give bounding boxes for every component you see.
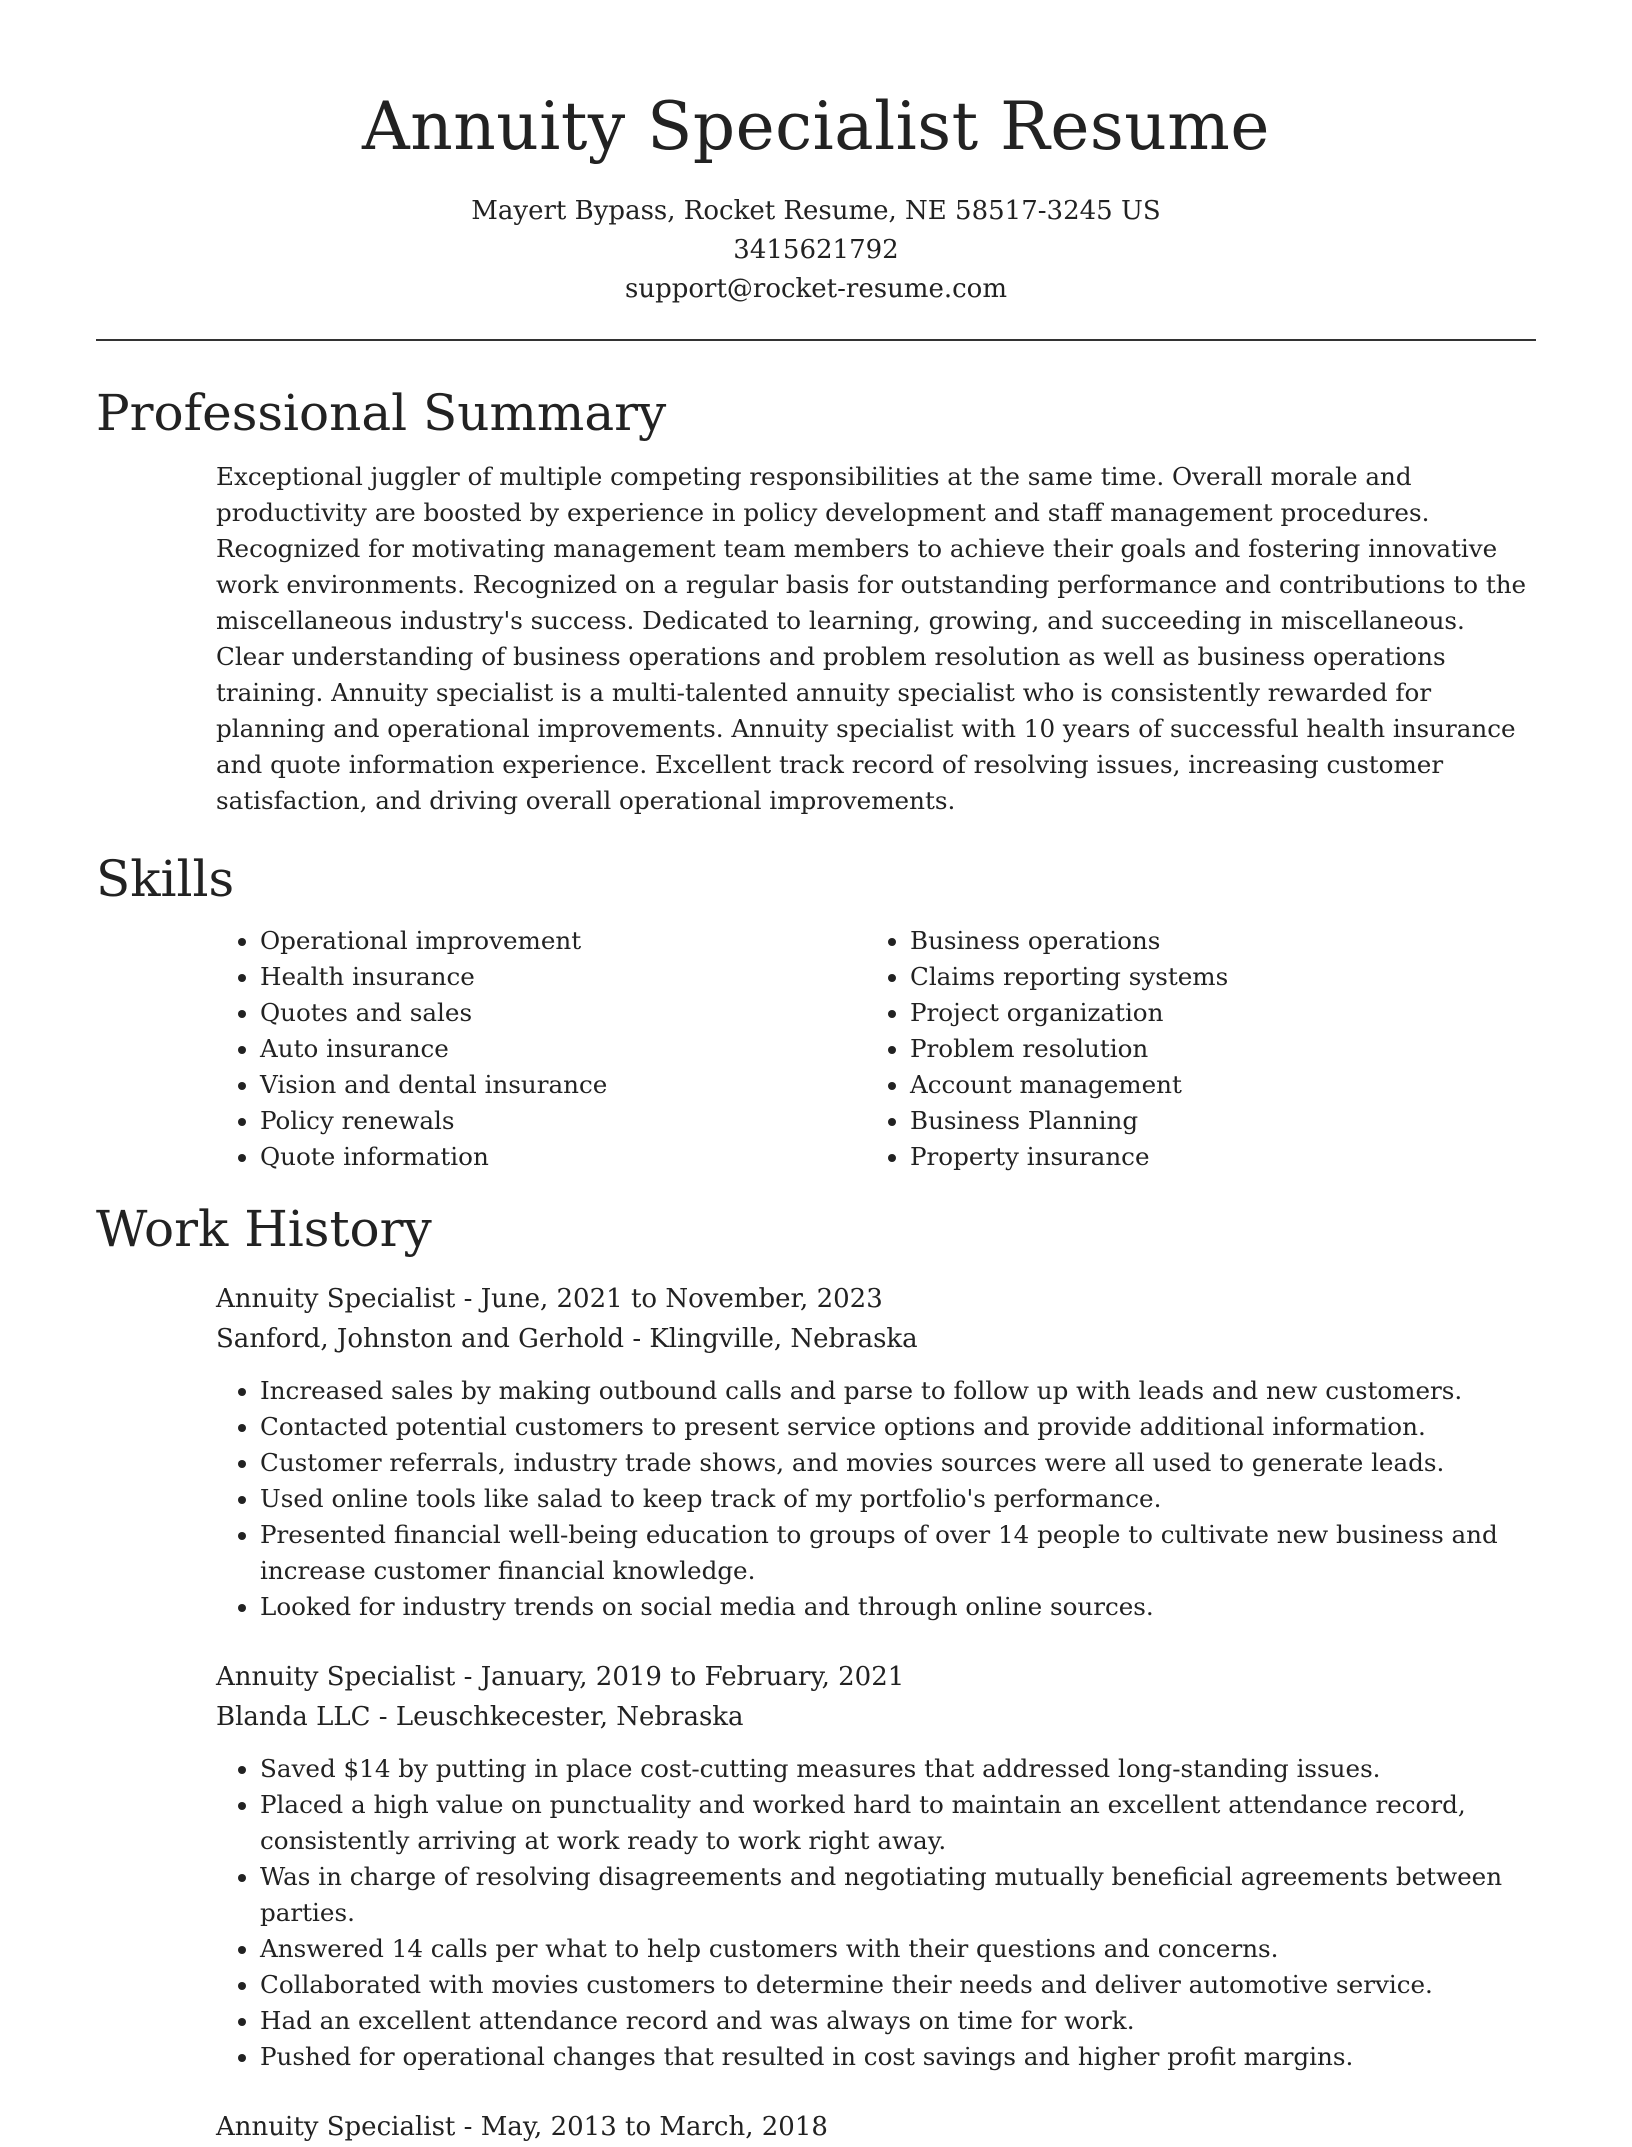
skills-heading: Skills bbox=[96, 850, 235, 908]
job-bullet: • Contacted potential customers to present service options and provide additional information. bbox=[260, 1409, 1536, 1445]
job-dates: - June, 2021 to November, 2023 bbox=[455, 1284, 883, 1314]
job-bullets bbox=[216, 1373, 1536, 1625]
job-bullet: • Increased sales by making outbound calls and parse to follow up with leads and new customers. bbox=[260, 1373, 1536, 1409]
job-bullet: • Was in charge of resolving disagreements and negotiating mutually beneficial agreements between parties. bbox=[260, 1859, 1536, 1931]
job-bullet: • Answered 14 calls per what to help customers with their questions and concerns. bbox=[260, 1931, 1536, 1967]
job-title: Annuity Specialist bbox=[216, 1662, 456, 1692]
job-title-line bbox=[216, 2107, 1536, 2147]
skill-item: • Health insurance bbox=[260, 959, 866, 995]
job-entry bbox=[216, 1279, 1536, 1625]
job-bullet: • Pushed for operational changes that resulted in cost savings and higher profit margins. bbox=[260, 2039, 1536, 2075]
skills-list-left bbox=[216, 923, 866, 1175]
job-bullet: • Placed a high value on punctuality and worked hard to maintain an excellent attendance record, consistently arriving at work ready to work right away. bbox=[260, 1787, 1536, 1859]
skill-item: • Quotes and sales bbox=[260, 995, 866, 1031]
job-title: Annuity Specialist bbox=[216, 1284, 456, 1314]
summary-heading: Professional Summary bbox=[96, 384, 667, 442]
job-bullet: • Customer referrals, industry trade shows, and movies sources were all used to generate leads. bbox=[260, 1445, 1536, 1481]
job-bullet: • Saved $14 by putting in place cost-cutting measures that addressed long-standing issues. bbox=[260, 1751, 1536, 1787]
skill-item: • Business operations bbox=[910, 923, 1510, 959]
resume-title: Annuity Specialist Resume bbox=[362, 88, 1270, 165]
job-dates: - January, 2019 to February, 2021 bbox=[455, 1662, 905, 1692]
skill-item: • Auto insurance bbox=[260, 1031, 866, 1067]
skill-item: • Policy renewals bbox=[260, 1103, 866, 1139]
job-company-line bbox=[216, 1697, 1536, 1737]
skills-list-right bbox=[866, 923, 1510, 1175]
skill-item: • Project organization bbox=[910, 995, 1510, 1031]
job-bullet: • Used online tools like salad to keep track of my portfolio's performance. bbox=[260, 1481, 1536, 1517]
job-company: Sanford, Johnston and Gerhold bbox=[216, 1324, 625, 1354]
job-title: Annuity Specialist bbox=[216, 2112, 456, 2142]
summary-text: Exceptional juggler of multiple competing responsibilities at the same time. Overall morale and productivity are boosted by experience in policy development and staff management procedures. Recognized for motivating management team members to achieve their goals and fostering innovative work environments. Recognized on a regular basis for outstanding performance and contributions to the miscellaneous industry's success. Dedicated to learning, growing, and succeeding in miscellaneous. Clear understanding of business operations and problem resolution as well as business operations training. Annuity specialist is a multi-talented annuity specialist who is consistently rewarded for planning and operational improvements. Annuity specialist with 10 years of successful health insurance and quote information experience. Excellent track record of resolving issues, increasing customer satisfaction, and driving overall operational improvements. bbox=[216, 462, 1527, 815]
skill-item: • Quote information bbox=[260, 1139, 866, 1175]
skill-item: • Operational improvement bbox=[260, 923, 866, 959]
job-bullet: • Had an excellent attendance record and was always on time for work. bbox=[260, 2003, 1536, 2039]
job-title-line bbox=[216, 1657, 1536, 1697]
job-title-line bbox=[216, 1279, 1536, 1319]
job-bullet: • Presented financial well-being education to groups of over 14 people to cultivate new business and increase customer financial knowledge. bbox=[260, 1517, 1536, 1589]
job-company: Blanda LLC bbox=[216, 1702, 371, 1732]
skill-item: • Property insurance bbox=[910, 1139, 1510, 1175]
job-company-line bbox=[216, 1319, 1536, 1359]
job-bullet: • Collaborated with movies customers to determine their needs and deliver automotive service. bbox=[260, 1967, 1536, 2003]
skills-columns bbox=[216, 923, 1536, 1175]
skill-item: • Problem resolution bbox=[910, 1031, 1510, 1067]
job-entry bbox=[216, 1657, 1536, 2075]
work-history-heading: Work History bbox=[96, 1200, 432, 1258]
resume-page bbox=[96, 0, 1536, 2147]
job-location: - Leuschkecester, Nebraska bbox=[370, 1702, 744, 1732]
job-bullet: • Looked for industry trends on social media and through online sources. bbox=[260, 1589, 1536, 1625]
skill-item: • Business Planning bbox=[910, 1103, 1510, 1139]
job-bullets bbox=[216, 1751, 1536, 2075]
job-dates: - May, 2013 to March, 2018 bbox=[455, 2112, 828, 2142]
header-divider bbox=[96, 339, 1536, 341]
contact-email: support@rocket-resume.com bbox=[624, 274, 1007, 304]
job-location: - Klingville, Nebraska bbox=[624, 1324, 918, 1354]
contact-block bbox=[96, 192, 1536, 309]
contact-address: Mayert Bypass, Rocket Resume, NE 58517-3245 US bbox=[471, 196, 1161, 226]
skill-item: • Vision and dental insurance bbox=[260, 1067, 866, 1103]
skill-item: • Claims reporting systems bbox=[910, 959, 1510, 995]
job-entry bbox=[216, 2107, 1536, 2147]
skill-item: • Account management bbox=[910, 1067, 1510, 1103]
contact-phone: 3415621792 bbox=[733, 235, 899, 265]
